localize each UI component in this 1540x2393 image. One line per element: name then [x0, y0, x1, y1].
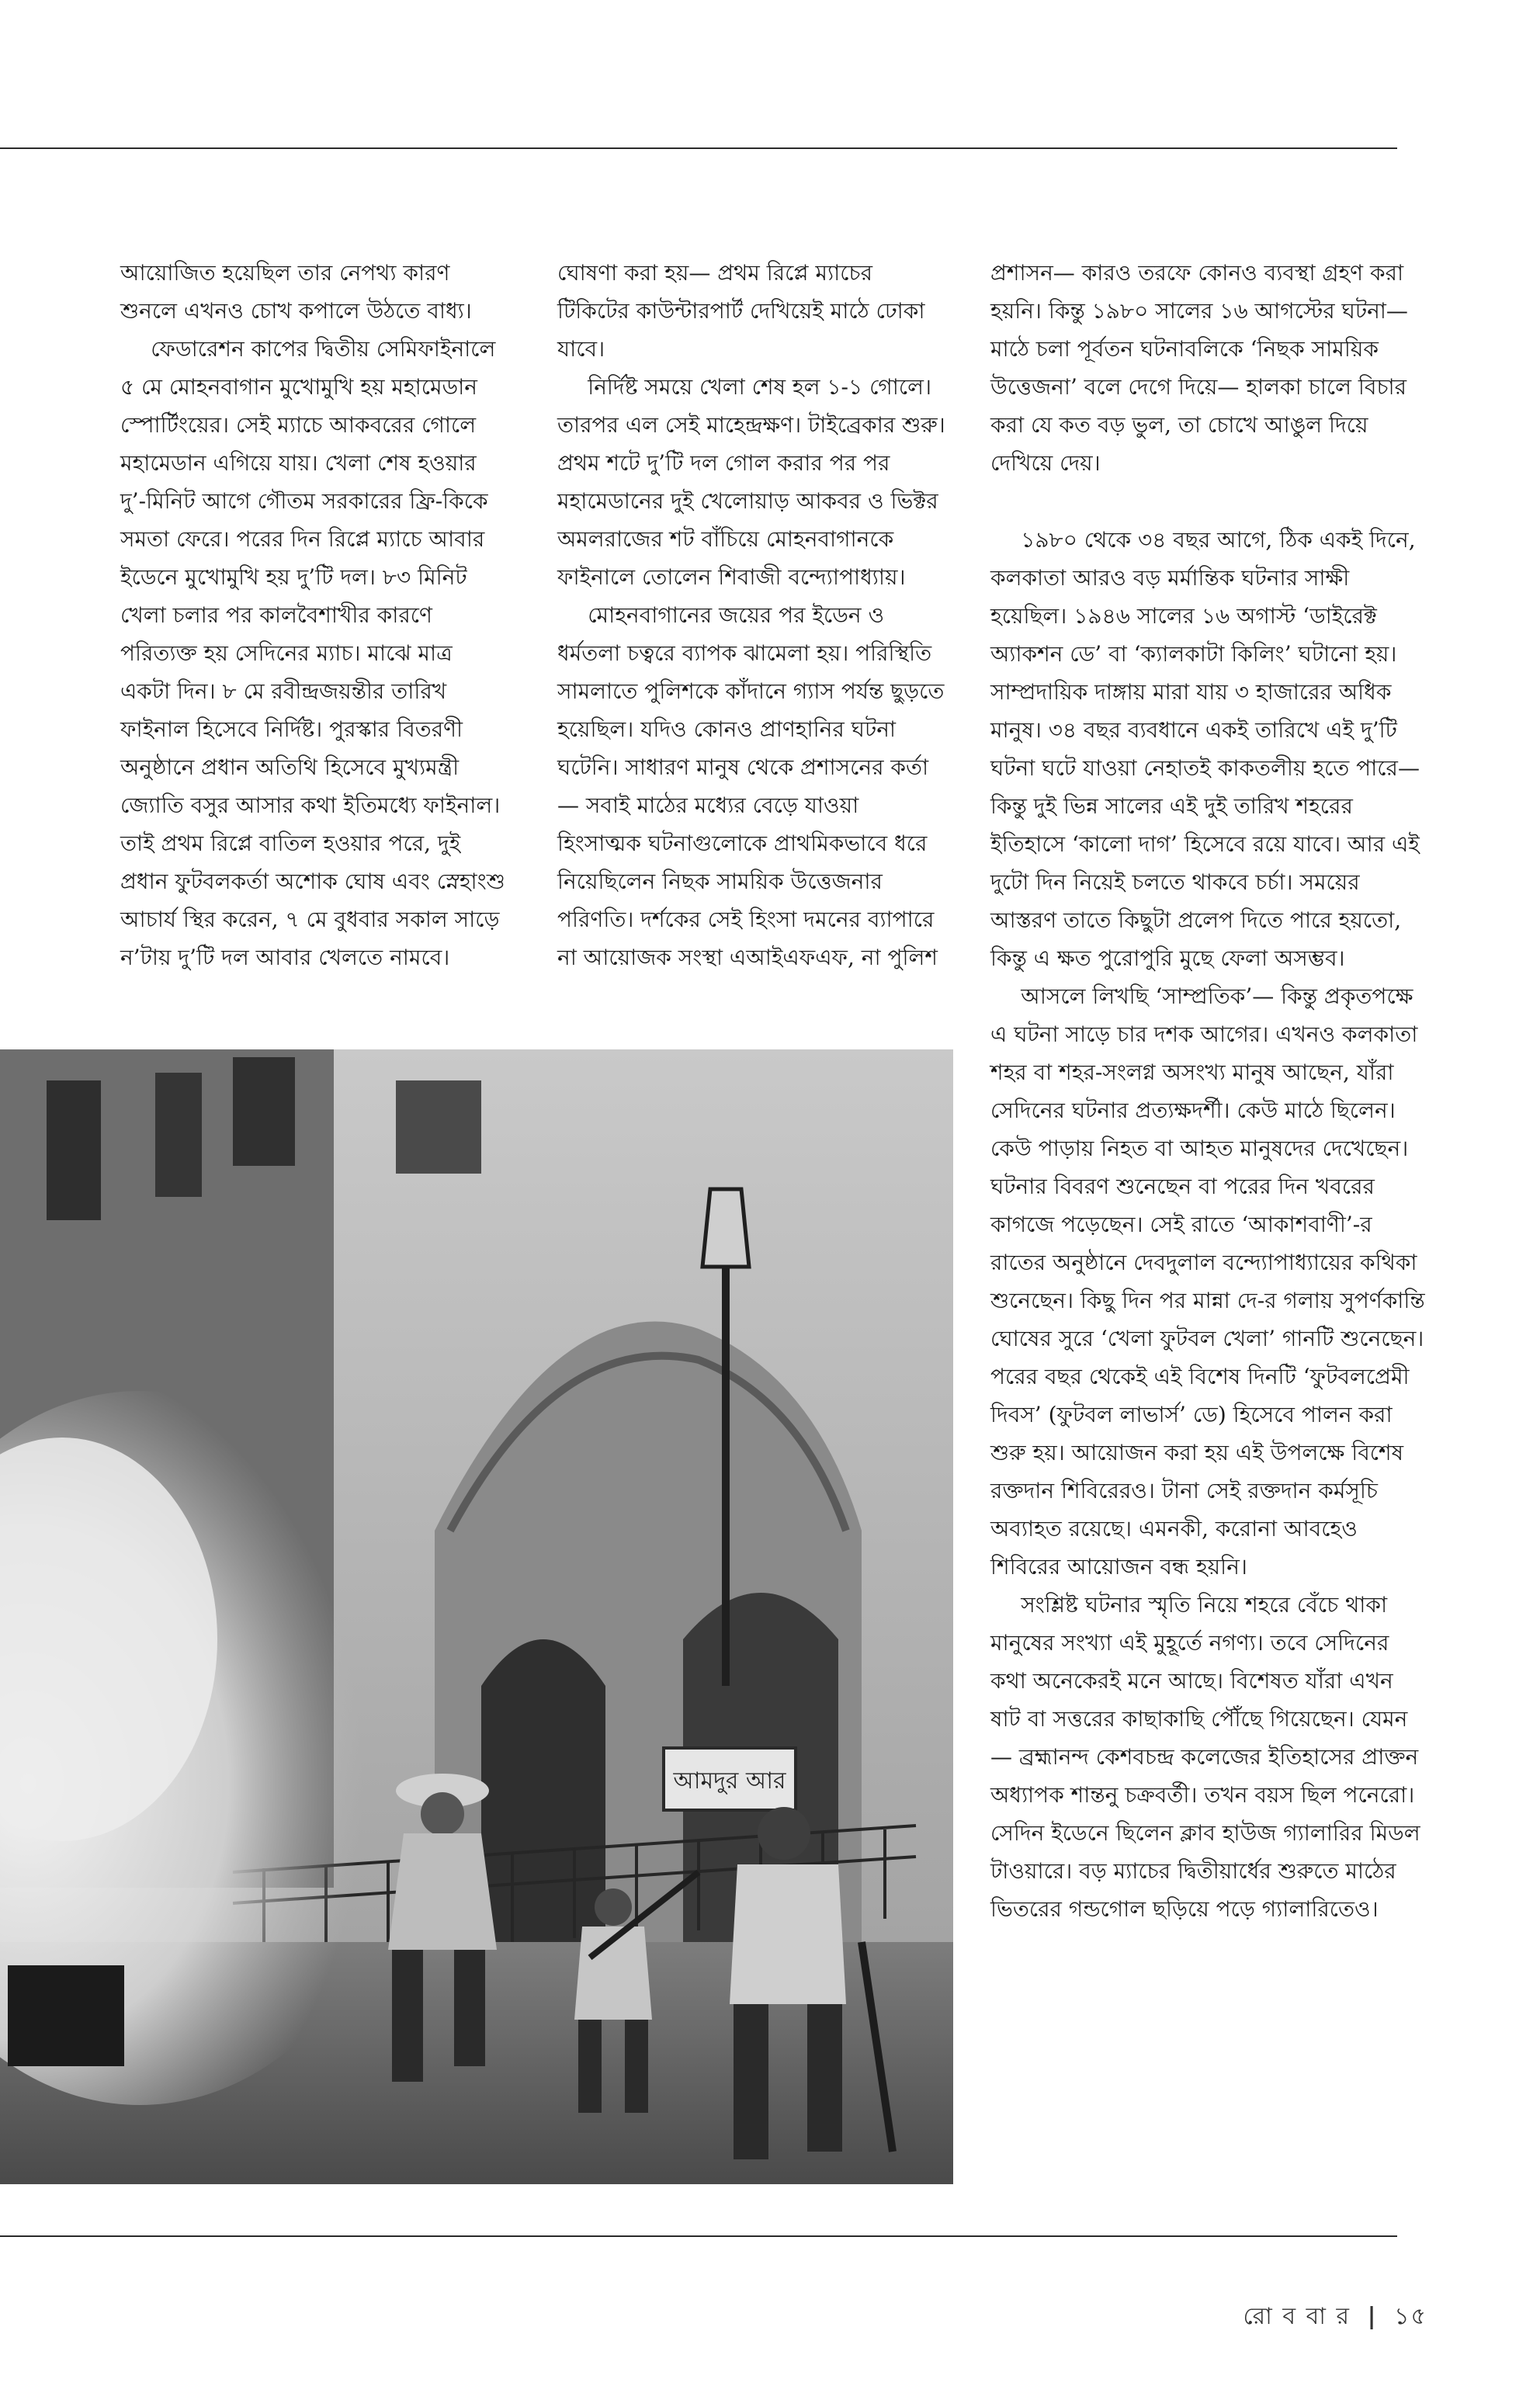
paragraph: সংশ্লিষ্ট ঘটনার স্মৃতি নিয়ে শহরে বেঁচে থাকা মানুষের সংখ্যা এই মুহূর্তে নগণ্য। তবে সেদিনের কথা অনেকেরই মনে আছে। বিশেষত যাঁরা এখন ষাট বা সত্তরের কাছাকাছি পৌঁছে গিয়েছেন। যেমন— ব্রহ্মানন্দ কেশবচন্দ্র কলেজের ইতিহাসের প্রাক্তন অধ্যাপক শান্তনু চক্রবর্তী। তখন বয়স ছিল পনেরো। সেদিন ইডেনে ছিলেন ক্লাব হাউজ গ্যালারির মিডল টাওয়ারে। বড় ম্যাচের দ্বিতীয়ার্ধের শুরুতে মাঠের ভিতরের গন্ডগোল ছড়িয়ে পড়ে গ্যালারিতেও। [990, 1592, 1420, 1922]
top-rule [0, 147, 1397, 149]
paragraph: মোহনবাগানের জয়ের পর ইডেন ও ধর্মতলা চত্বরে ব্যাপক ঝামেলা হয়। পরিস্থিতি সামলাতে পুলিশকে কাঁদানে গ্যাস পর্যন্ত ছুড়তে হয়েছিল। যদিও কোনও প্রাণহানির ঘটনা ঘটেনি। সাধারণ মানুষ থেকে প্রশাসনের কর্তা— সবাই মাঠের মধ্যের বেড়ে যাওয়া হিংসাত্মক ঘটনাগুলোকে প্রাথমিকভাবে ধরে নিয়েছিলেন নিছক সাময়িক উত্তেজনার পরিণতি। দর্শকের সেই হিংসা দমনের ব্যাপারে না আয়োজক সংস্থা এআইএফএফ, না পুলিশ [557, 602, 945, 970]
text-column-1 [120, 254, 508, 976]
page-footer [1243, 2298, 1427, 2337]
paragraph: ফেডারেশন কাপের দ্বিতীয় সেমিফাইনালে ৫ মে মোহনবাগান মুখোমুখি হয় মহামেডান স্পোর্টিংয়ের। সেই ম্যাচে আকবরের গোলে মহামেডান এগিয়ে যায়। খেলা শেষ হওয়ার দু’-মিনিট আগে গৌতম সরকারের ফ্রি-কিকে সমতা ফেরে। পরের দিন রিপ্লে ম্যাচে আবার ইডেনে মুখোমুখি হয় দু’টি দল। ৮৩ মিনিট খেলা চলার পর কালবৈশাখীর কারণে পরিত্যক্ত হয় সেদিনের ম্যাচ। মাঝে মাত্র একটা দিন। ৮ মে রবীন্দ্রজয়ন্তীর তারিখ ফাইনাল হিসেবে নির্দিষ্ট। পুরস্কার বিতরণী অনুষ্ঠানে প্রধান অতিথি হিসেবে মুখ্যমন্ত্রী জ্যোতি বসুর আসার কথা ইতিমধ্যে ফাইনাল। তাই প্রথম রিপ্লে বাতিল হওয়ার পরে, দুই প্রধান ফুটবলকর্তা অশোক ঘোষ এবং স্নেহাংশু আচার্য স্থির করেন, ৭ মে বুধবার সকাল সাড়ে ন’টায় দু’টি দল আবার খেলতে নামবে। [120, 336, 505, 970]
paragraph: প্রশাসন— কারও তরফে কোনও ব্যবস্থা গ্রহণ করা হয়নি। কিন্তু ১৯৮০ সালের ১৬ আগস্টের ঘটনা— মাঠে চলা পূর্বতন ঘটনাবলিকে ‘নিছক সাময়িক উত্তেজনা’ বলে দেগে দিয়ে— হালকা চালে বিচার করা যে কত বড় ভুল, তা চোখে আঙুল দিয়ে দেখিয়ে দেয়। [990, 260, 1408, 476]
sign-text: আমদুর আর [673, 1767, 786, 1795]
footer-separator: | [1367, 2303, 1378, 2330]
paragraph: নির্দিষ্ট সময়ে খেলা শেষ হল ১-১ গোলে। তারপর এল সেই মাহেন্দ্রক্ষণ। টাইব্রেকার শুরু। প্রথম শটে দু’টি দল গোল করার পর পর মহামেডানের দুই খেলোয়াড় আকবর ও ভিক্টর অমলরাজের শট বাঁচিয়ে মোহনবাগানকে ফাইনালে তোলেন শিবাজী বন্দ্যোপাধ্যায়। [557, 374, 945, 590]
archival-photo [0, 1049, 953, 2184]
bottom-rule [0, 2235, 1397, 2237]
paragraph: আয়োজিত হয়েছিল তার নেপথ্য কারণ শুনলে এখনও চোখ কপালে উঠতে বাধ্য। [120, 260, 472, 324]
paragraph: ১৯৮০ থেকে ৩৪ বছর আগে, ঠিক একই দিনে, কলকাতা আরও বড় মর্মান্তিক ঘটনার সাক্ষী হয়েছিল। ১৯৪৬ সালের ১৬ অগাস্ট ‘ডাইরেক্ট অ্যাকশন ডে’ বা ‘ক্যালকাটা কিলিং’ ঘটানো হয়। সাম্প্রদায়িক দাঙ্গায় মারা যায় ৩ হাজারের অধিক মানুষ। ৩৪ বছর ব্যবধানে একই তারিখে এই দু’টি ঘটনা ঘটে যাওয়া নেহাতই কাকতলীয় হতে পারে— কিন্তু দুই ভিন্ন সালের এই দুই তারিখ শহরের ইতিহাসে ‘কালো দাগ’ হিসেবে রয়ে যাবে। আর এই দুটো দিন নিয়েই চলতে থাকবে চর্চা। সময়ের আস্তরণ তাতে কিছুটা প্রলেপ দিতে পারে হয়তো, কিন্তু এ ক্ষত পুরোপুরি মুছে ফেলা অসম্ভব। [990, 527, 1420, 971]
text-column-2 [557, 254, 945, 976]
text-column-3 [990, 254, 1425, 1928]
magazine-name: রো ব বা র [1243, 2303, 1351, 2330]
paragraph: আসলে লিখছি ‘সাম্প্রতিক’— কিন্তু প্রকৃতপক্ষে এ ঘটনা সাড়ে চার দশক আগের। এখনও কলকাতা শহর বা শহর-সংলগ্ন অসংখ্য মানুষ আছেন, যাঁরা সেদিনের ঘটনার প্রত্যক্ষদর্শী। কেউ মাঠে ছিলেন। কেউ পাড়ায় নিহত বা আহত মানুষদের দেখেছেন। ঘটনার বিবরণ শুনেছেন বা পরের দিন খবরের কাগজে পড়েছেন। সেই রাতে ‘আকাশবাণী’-র রাতের অনুষ্ঠানে দেবদুলাল বন্দ্যোপাধ্যায়ের কথিকা শুনেছেন। কিছু দিন পর মান্না দে-র গলায় সুপর্ণকান্তি ঘোষের সুরে ‘খেলা ফুটবল খেলা’ গানটি শুনেছেন। পরের বছর থেকেই এই বিশেষ দিনটি ‘ফুটবলপ্রেমী দিবস’ (ফুটবল লাভার্স’ ডে) হিসেবে পালন করা শুরু হয়। আয়োজন করা হয় এই উপলক্ষে বিশেষ রক্তদান শিবিরেরও। টানা সেই রক্তদান কর্মসূচি অব্যাহত রয়েছে। এমনকী, করোনা আবহেও শিবিরের আয়োজন বন্ধ হয়নি। [990, 983, 1425, 1580]
page-number: ১৫ [1394, 2303, 1427, 2330]
paragraph: ঘোষণা করা হয়— প্রথম রিপ্লে ম্যাচের টিকিটের কাউন্টারপার্ট দেখিয়েই মাঠে ঢোকা যাবে। [557, 260, 925, 362]
